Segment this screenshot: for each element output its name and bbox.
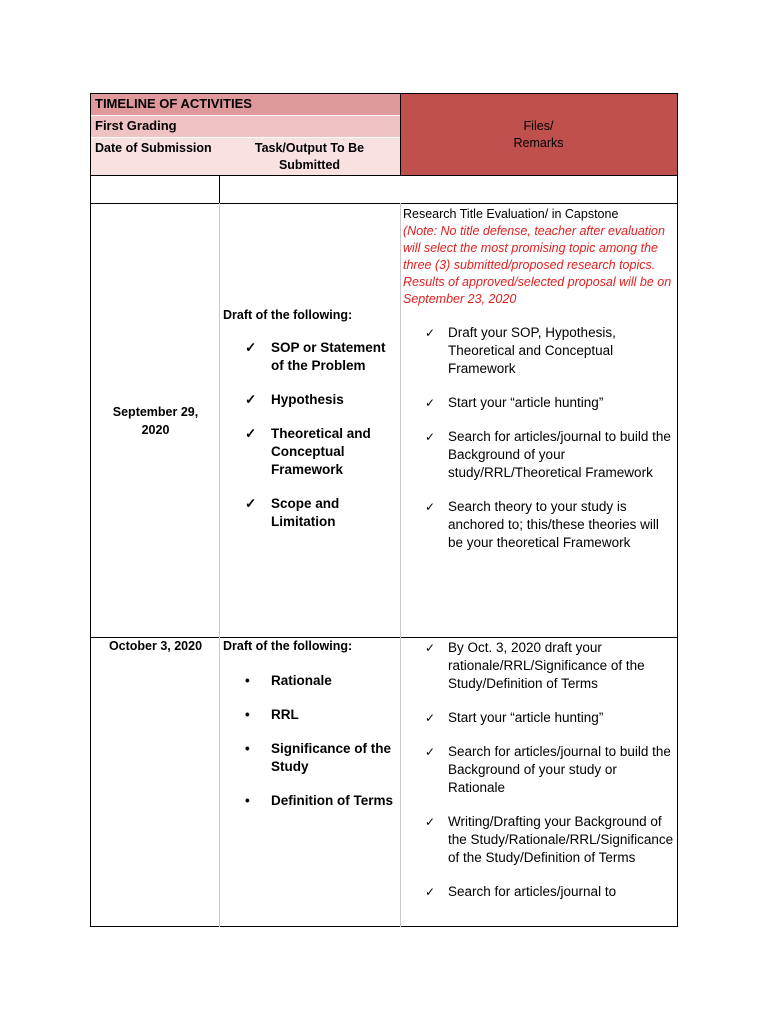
column-header-remarks [400, 94, 677, 175]
task-text: Definition of Terms [271, 792, 394, 808]
row1-top-border [91, 203, 678, 204]
column-divider-2 [400, 203, 401, 927]
row2-date: October 3, 2020 [108, 639, 203, 653]
border-left [90, 93, 91, 927]
remark-text: Search for articles/journal to build the Background of your study/RRL/Theoretical Framework [448, 429, 671, 480]
check-icon: ✓ [425, 430, 436, 444]
bullet-icon: • [245, 740, 250, 756]
list-item [245, 706, 399, 724]
row1-date: September 29, 2020 [112, 405, 199, 437]
list-item [422, 428, 675, 482]
remark-text: Start your “article hunting” [448, 395, 604, 410]
row1-task-list [223, 339, 399, 531]
row2-remarks-cell [403, 639, 675, 926]
row2-task-intro: Draft of the following: [223, 639, 353, 653]
bullet-icon: • [245, 706, 250, 722]
row2-remarks-list [403, 639, 675, 901]
task-text: Significance of the Study [271, 740, 392, 774]
border-bottom [90, 926, 678, 927]
check-icon: ✓ [425, 641, 436, 655]
list-item [422, 498, 675, 552]
check-icon: ✓ [245, 495, 257, 511]
remark-text: Writing/Drafting your Background of the Study/Rationale/RRL/Significance of the Study/Definition of Terms [448, 814, 674, 865]
border-right [677, 93, 678, 927]
remark-text: By Oct. 3, 2020 draft your rationale/RRL/Significance of the Study/Definition of Terms [448, 640, 645, 691]
row2-task-cell [223, 638, 399, 826]
list-item [245, 495, 399, 531]
task-text: Rationale [271, 672, 332, 688]
list-item [422, 639, 675, 693]
list-item [422, 709, 675, 727]
row2-task-list [223, 672, 399, 810]
list-item [245, 391, 399, 409]
check-icon: ✓ [425, 815, 436, 829]
row1-task-cell [223, 307, 399, 547]
header-divider-horizontal [91, 175, 678, 176]
column-header-task [219, 138, 400, 175]
list-item [245, 425, 399, 479]
task-text: SOP or Statement of the Problem [271, 339, 386, 373]
task-text: RRL [271, 706, 299, 722]
list-item [422, 394, 675, 412]
border-top [91, 93, 678, 94]
list-item [245, 339, 399, 375]
row1-task-intro: Draft of the following: [223, 308, 353, 322]
remark-text: Search theory to your study is anchored to; this/these theories will be your theoretical Framework [448, 499, 659, 550]
check-icon: ✓ [425, 711, 436, 725]
list-item [422, 743, 675, 797]
remark-text: Draft your SOP, Hypothesis, Theoretical and Conceptual Framework [448, 325, 616, 376]
check-icon: ✓ [245, 425, 257, 441]
row1-remarks-cell [403, 206, 675, 568]
remark-text: Search for articles/journal to build the Background of your study or Rationale [448, 744, 671, 795]
blank-row-divider [219, 175, 220, 204]
check-icon: ✓ [245, 391, 257, 407]
row1-remarks-intro: Research Title Evaluation/ in Capstone [403, 207, 619, 221]
list-item [245, 672, 399, 690]
row1-remarks-list [403, 324, 675, 552]
column-header-remarks-text: Files/ Remarks [513, 118, 564, 150]
list-item [245, 740, 399, 776]
remark-text: Search for articles/journal to [448, 884, 617, 899]
grading-period: First Grading [91, 116, 400, 137]
list-item [422, 813, 675, 867]
check-icon: ✓ [245, 339, 257, 355]
task-text: Hypothesis [271, 391, 344, 407]
list-item [422, 883, 675, 901]
header-divider-vertical [400, 93, 401, 176]
table-title: TIMELINE OF ACTIVITIES [91, 94, 400, 115]
bullet-icon: • [245, 672, 250, 688]
check-icon: ✓ [425, 396, 436, 410]
list-item [245, 792, 399, 810]
column-header-task-text: Task/Output To Be Submitted [254, 141, 365, 172]
list-item [422, 324, 675, 378]
check-icon: ✓ [425, 326, 436, 340]
row1-remarks-note: (Note: No title defense, teacher after evaluation will select the most promising topic among the three (3) submitted/proposed research topics. Results of approved/selected proposal will be on September 23, 2020 [403, 224, 672, 306]
column-header-date [91, 138, 219, 175]
column-header-date-text: Date of Submission [95, 141, 212, 155]
check-icon: ✓ [425, 885, 436, 899]
bullet-icon: • [245, 792, 250, 808]
column-divider-1 [219, 203, 220, 927]
task-text: Theoretical and Conceptual Framework [271, 425, 371, 477]
task-text: Scope and Limitation [271, 495, 340, 529]
remark-text: Start your “article hunting” [448, 710, 604, 725]
check-icon: ✓ [425, 500, 436, 514]
check-icon: ✓ [425, 745, 436, 759]
